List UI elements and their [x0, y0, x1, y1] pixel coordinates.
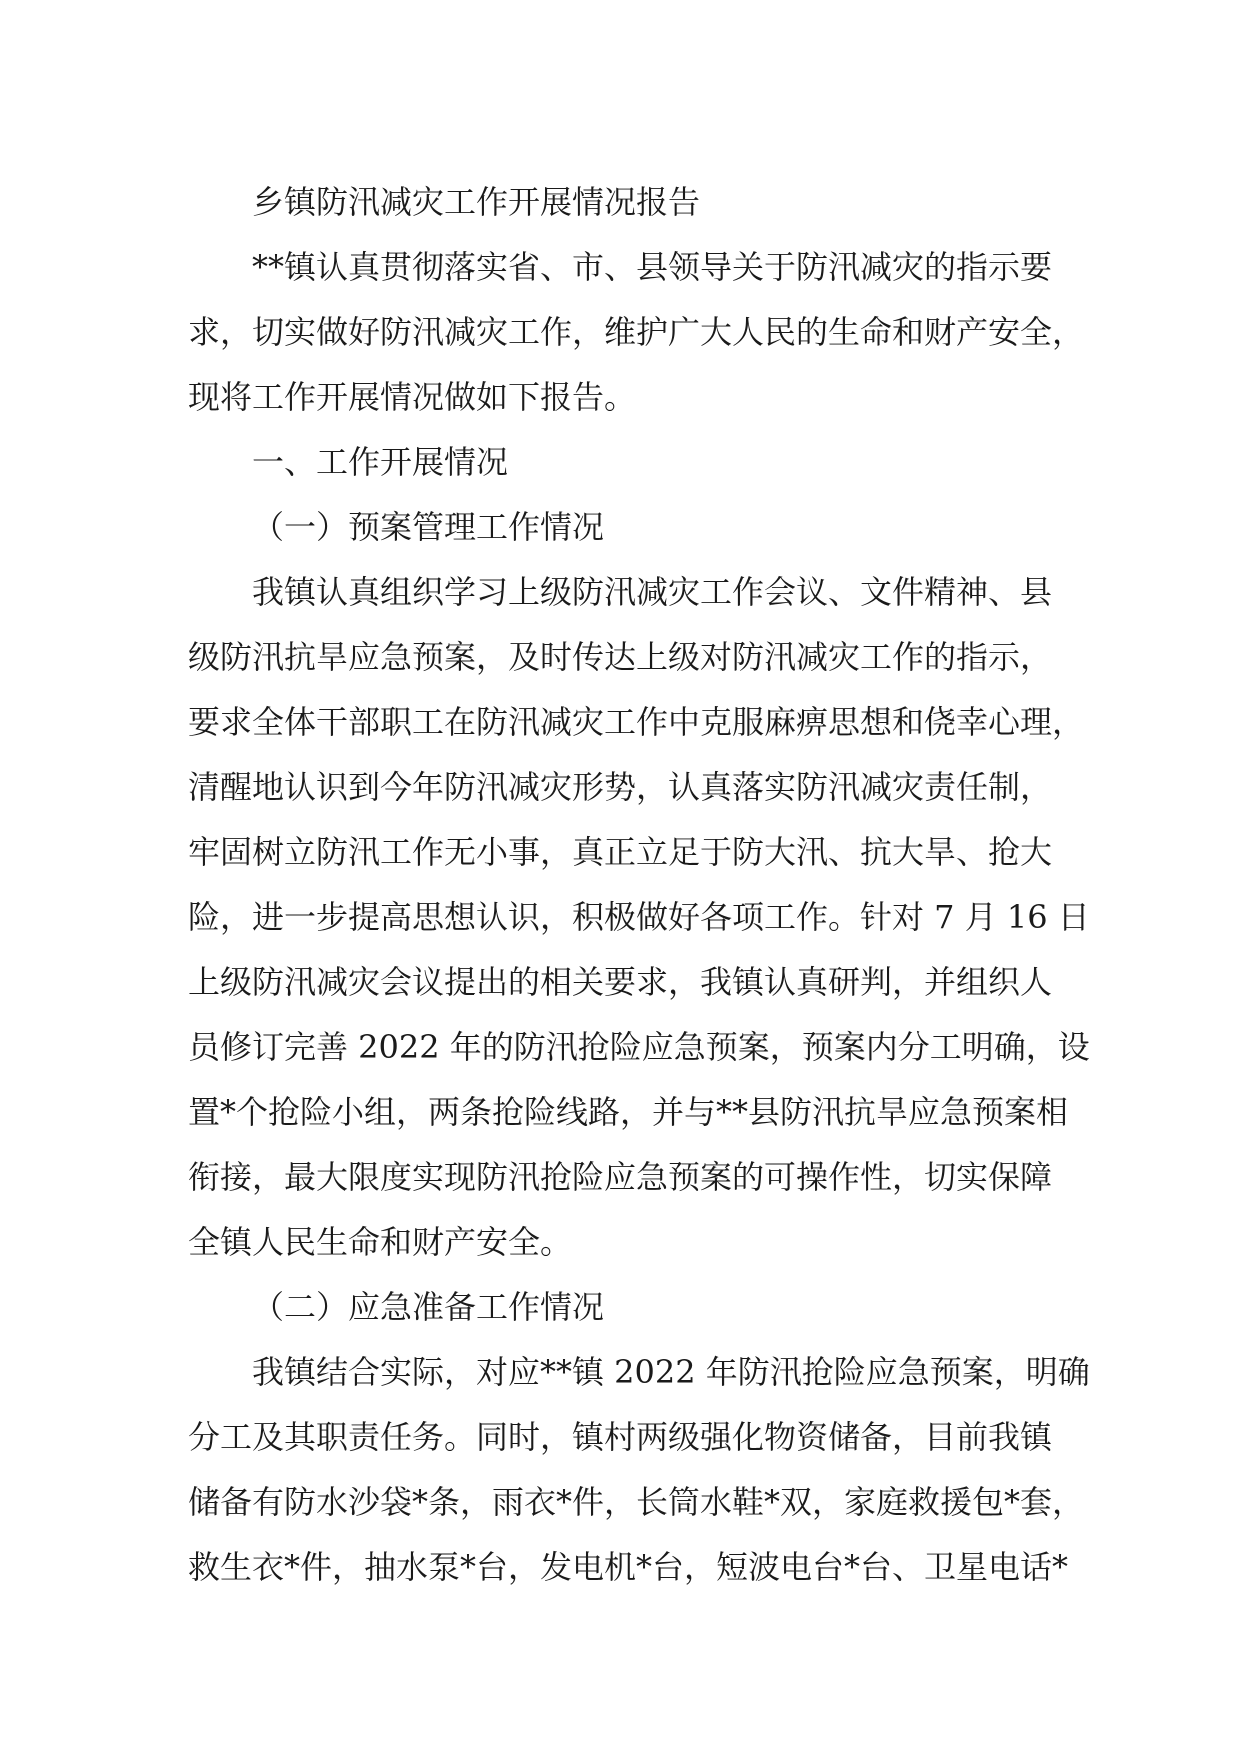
section-heading: 一、工作开展情况	[252, 443, 509, 481]
paragraph-line: 险，进一步提高思想认识，积极做好各项工作。针对 7 月 16 日	[188, 898, 1090, 936]
paragraph-line: 级防汛抗旱应急预案，及时传达上级对防汛减灾工作的指示，	[188, 638, 1053, 676]
paragraph-line: 清醒地认识到今年防汛减灾形势，认真落实防汛减灾责任制，	[188, 768, 1053, 806]
paragraph-line: 要求全体干部职工在防汛减灾工作中克服麻痹思想和侥幸心理，	[188, 703, 1085, 741]
paragraph-line: 现将工作开展情况做如下报告。	[188, 378, 637, 416]
paragraph-line: 分工及其职责任务。同时，镇村两级强化物资储备，目前我镇	[188, 1418, 1053, 1456]
document-body	[188, 170, 1088, 1600]
paragraph-line: 衔接，最大限度实现防汛抢险应急预案的可操作性，切实保障	[188, 1158, 1053, 1196]
paragraph-line: 我镇认真组织学习上级防汛减灾工作会议、文件精神、县	[252, 573, 1053, 611]
paragraph-line: 上级防汛减灾会议提出的相关要求，我镇认真研判，并组织人	[188, 963, 1053, 1001]
paragraph-line: 储备有防水沙袋*条，雨衣*件，长筒水鞋*双，家庭救援包*套，	[188, 1483, 1085, 1521]
subsection-heading: （一）预案管理工作情况	[252, 508, 605, 546]
paragraph-line: **镇认真贯彻落实省、市、县领导关于防汛减灾的指示要	[252, 248, 1053, 286]
paragraph-line: 救生衣*件，抽水泵*台，发电机*台，短波电台*台、卫星电话*	[188, 1548, 1069, 1586]
paragraph-line: 我镇结合实际，对应**镇 2022 年防汛抢险应急预案，明确	[252, 1353, 1090, 1391]
document-title: 乡镇防汛减灾工作开展情况报告	[252, 183, 701, 221]
subsection-heading: （二）应急准备工作情况	[252, 1288, 605, 1326]
paragraph-line: 员修订完善 2022 年的防汛抢险应急预案，预案内分工明确，设	[188, 1028, 1090, 1066]
paragraph-line: 全镇人民生命和财产安全。	[188, 1223, 573, 1261]
paragraph-line: 牢固树立防汛工作无小事，真正立足于防大汛、抗大旱、抢大	[188, 833, 1053, 871]
paragraph-line: 置*个抢险小组，两条抢险线路，并与**县防汛抗旱应急预案相	[188, 1093, 1069, 1131]
paragraph-line: 求，切实做好防汛减灾工作，维护广大人民的生命和财产安全，	[188, 313, 1085, 351]
